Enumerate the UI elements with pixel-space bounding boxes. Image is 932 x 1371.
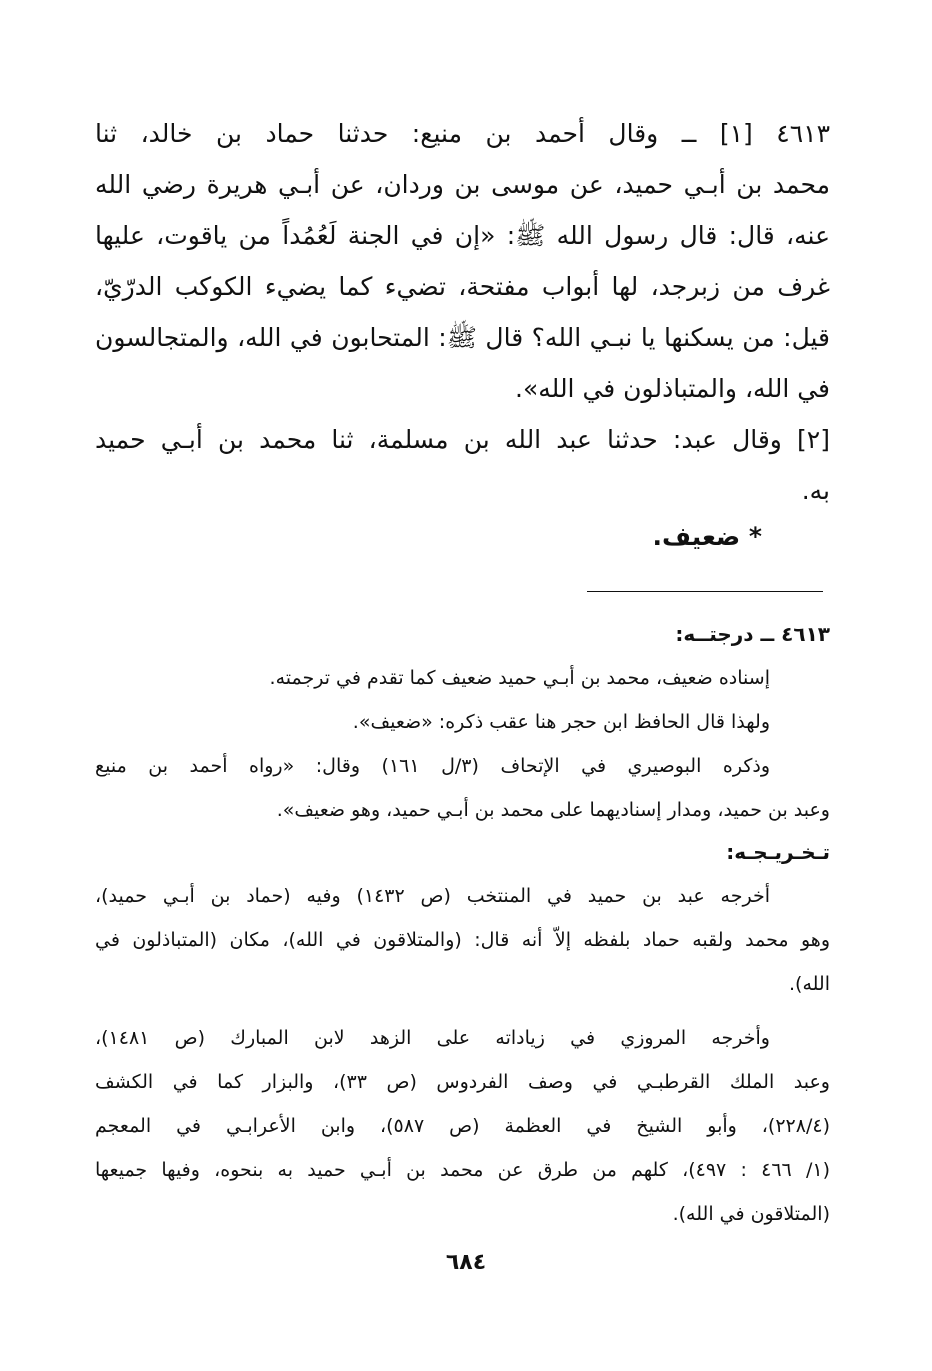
hadith-line-3: عنه، قال: قال رسول الله ﷺ: «إن في الجنة لَعُمُداً من ياقوت، عليها xyxy=(95,221,830,250)
grade-line-2: ولهذا قال الحافظ ابن حجر هنا عقب ذكره: «ضعيف». xyxy=(352,711,770,733)
hadith-line-4: غرف من زبرجد، لها أبواب مفتحة، تضيء كما يضيء الكوكب الدرّيّ، xyxy=(95,272,830,301)
takhrij-line-2: وهو محمد ولقبه حماد بلفظه إلاّ أنه قال: (والمتلاقون في الله)، مكان (المتباذلون في xyxy=(95,929,830,951)
paragraph-gap xyxy=(95,1006,830,1016)
footnote-divider xyxy=(587,591,823,592)
verdict: * ضعيف. xyxy=(652,522,762,551)
hadith-line-6: في الله، والمتباذلون في الله». xyxy=(515,374,830,403)
hadith-line-7: [٢] وقال عبد: حدثنا عبد الله بن مسلمة، ثنا محمد بن أبـي حميد xyxy=(95,425,830,454)
takhrij-line-1: أخرجه عبد بن حميد في المنتخب (ص ١٤٣٢) وفيه (حماد بن أبـي حميد)، xyxy=(95,885,770,907)
page-number: ٦٨٤ xyxy=(445,1250,487,1275)
takhrij-line-8: (المتلاقون في الله). xyxy=(672,1203,830,1225)
grade-line-4: وعبد بن حميد، ومدار إسناديهما على محمد بن أبـي حميد، وهو ضعيف». xyxy=(276,799,830,821)
hadith-line-8: به. xyxy=(801,476,830,505)
takhrij-line-7: (١/ ٤٦٦ : ٤٩٧)، كلهم من طرق عن محمد بن أبـي حميد به بنحوه، وفيها جميعها xyxy=(95,1159,830,1181)
takhrij-line-6: (٢٢٨/٤)، وأبو الشيخ في العظمة (ص ٥٨٧)، وابن الأعرابـي في المعجم xyxy=(95,1115,830,1137)
hadith-line-2: محمد بن أبـي حميد، عن موسى بن وردان، عن أبـي هريرة رضي الله xyxy=(95,170,830,199)
hadith-text xyxy=(95,108,830,516)
takhrij-heading: تـخـريـجـه: xyxy=(726,840,830,864)
takhrij-line-5: وعبد الملك القرطبـي في وصف الفردوس (ص ٣٣)، والبزار كما في الكشف xyxy=(95,1071,830,1093)
grade-heading: ٤٦١٣ ــ درجتــه: xyxy=(675,622,830,646)
hadith-line-1: ٤٦١٣ [١] ــ وقال أحمد بن منيع: حدثنا حماد بن خالد، ثنا xyxy=(95,119,830,148)
takhrij-line-3: الله). xyxy=(789,973,830,995)
grade-line-1: إسناده ضعيف، محمد بن أبـي حميد ضعيف كما تقدم في ترجمته. xyxy=(269,667,770,689)
footnotes xyxy=(95,612,830,1236)
hadith-line-5: قيل: من يسكنها يا نبـي الله؟ قال ﷺ: المتحابون في الله، والمتجالسون xyxy=(95,323,830,352)
grade-line-3: وذكره البوصيري في الإتحاف (٣/ل ١٦١) وقال: «رواه أحمد بن منيع xyxy=(95,755,771,777)
takhrij-line-4: وأخرجه المروزي في زياداته على الزهد لابن المبارك (ص ١٤٨١)، xyxy=(95,1027,770,1049)
